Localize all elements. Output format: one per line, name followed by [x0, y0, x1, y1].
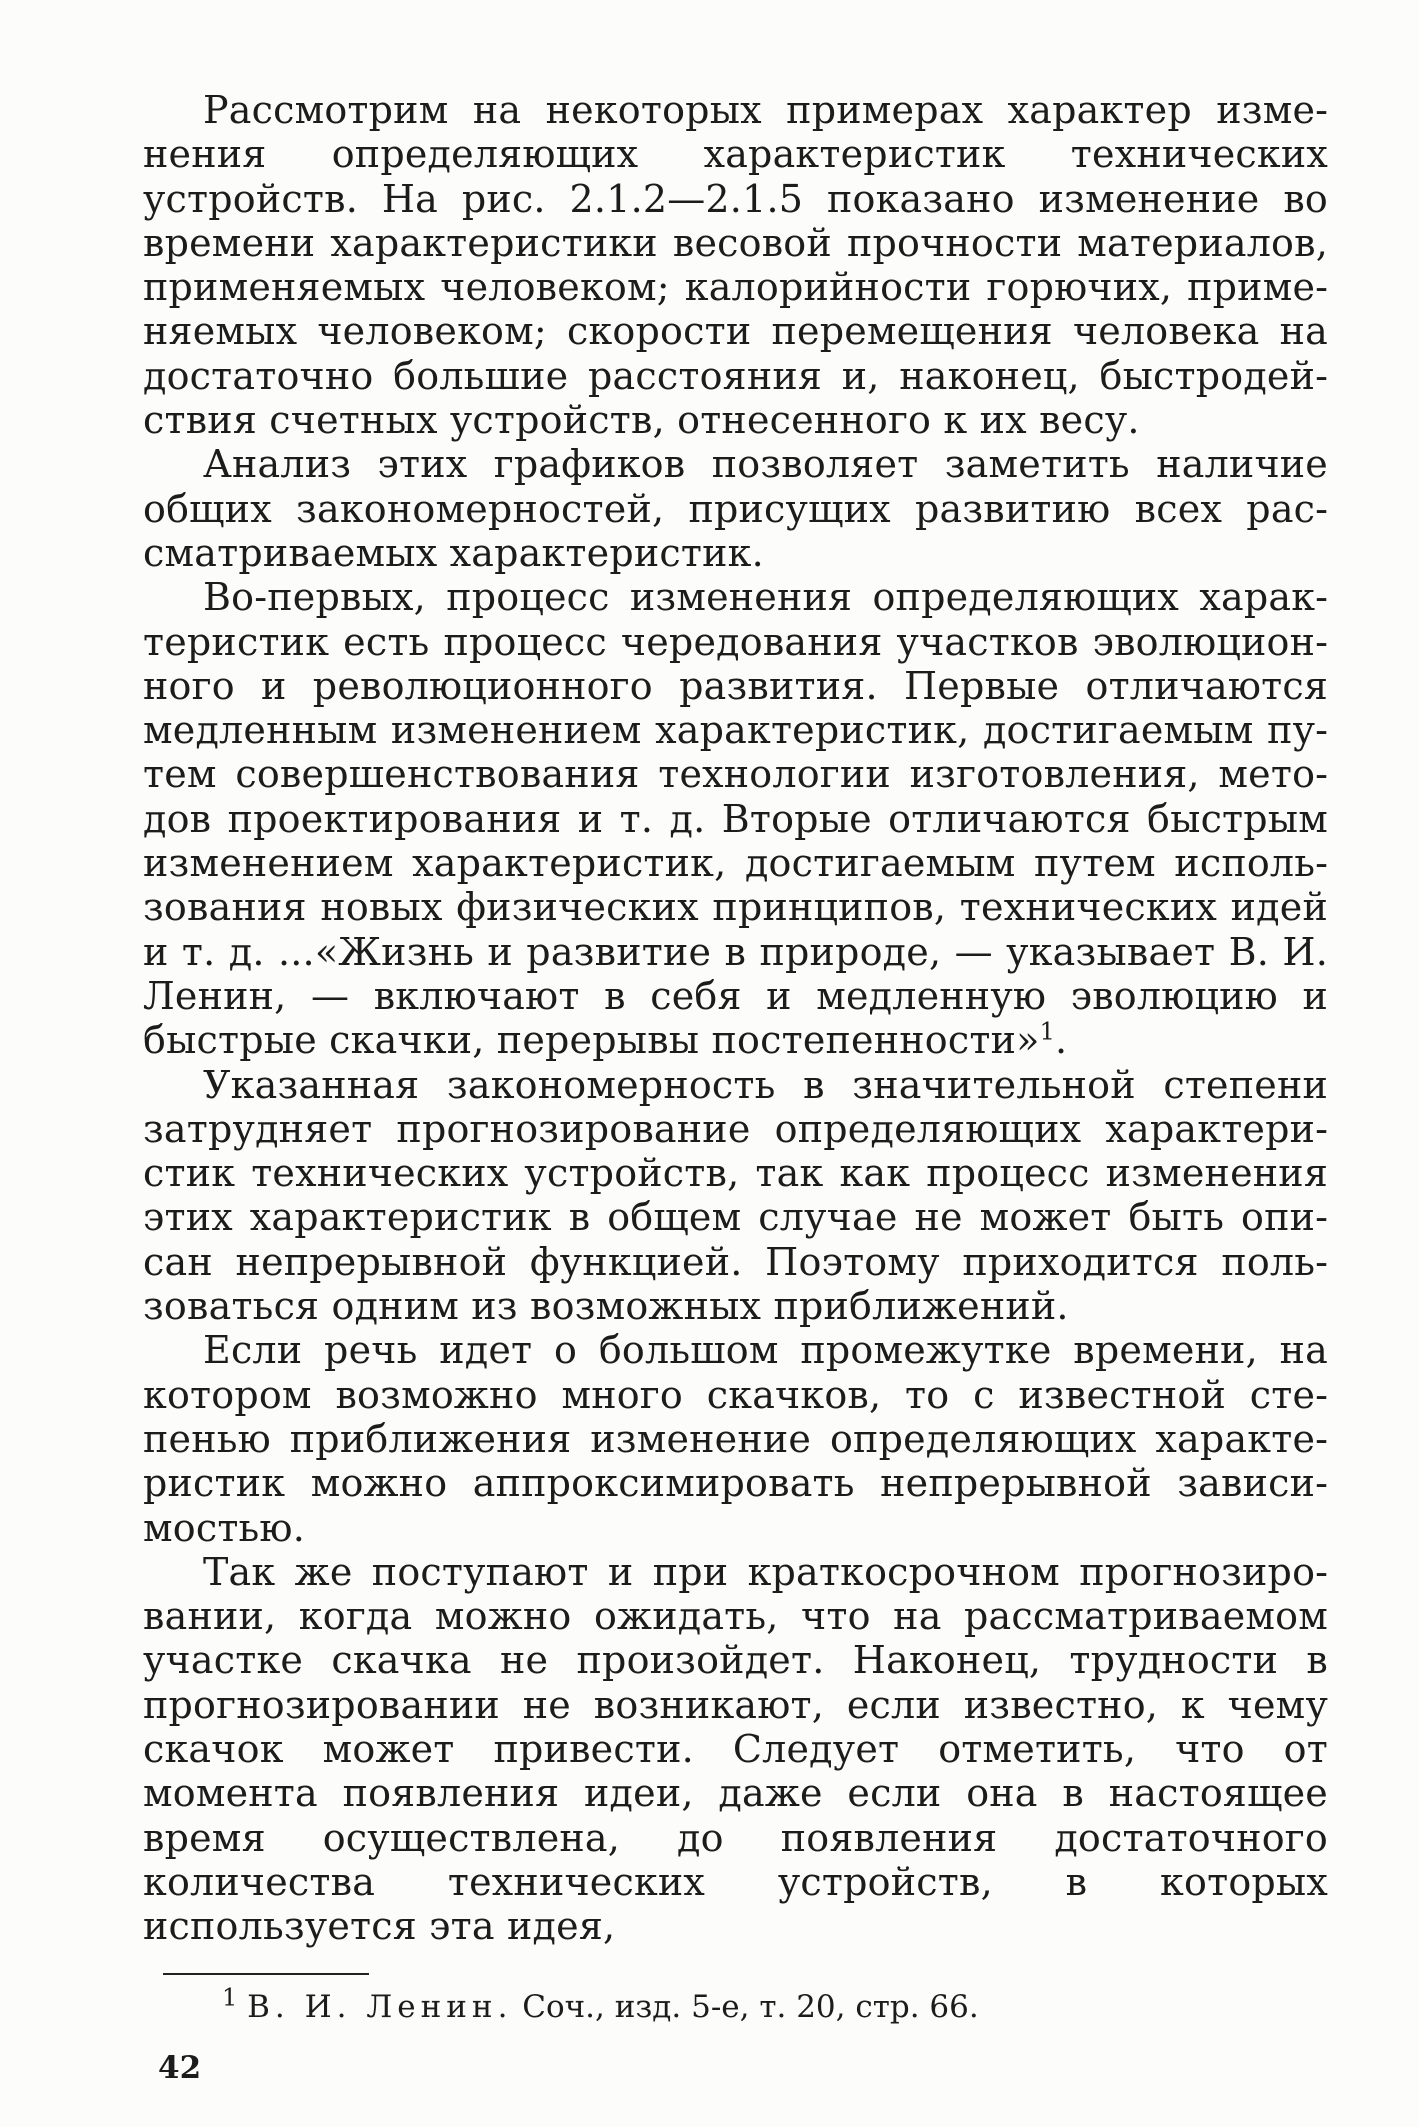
footnote-reference: 1: [1039, 1017, 1056, 1046]
paragraph-text: Во-первых, процесс изменения определяющих характеристик есть процесс чередования участков эволюционного и революционного развития. Первые отличаются медленным изменением характеристик, достигаемым путем совершенствования технологии изготовления, методов проектирования и т. д. Вторые отличаются быстрым изменением характеристик, достигаемым путем использования новых физических принципов, технических идей и т. д. ...«Жизнь и развитие в природе, — указывает В. И. Ленин, — включают в себя и медленную эволюцию и быстрые скачки, перерывы постепенности»: [143, 575, 1328, 1063]
footnote-author: В. И. Ленин.: [247, 1989, 513, 2025]
paragraph: Указанная закономерность в значительной степени затрудняет прогнозирование определяющих характеристик технических устройств, так как процесс изменения этих характеристик в общем случае не может быть описан непрерывной функцией. Поэтому приходится пользоваться одним из возможных приближений.: [143, 1062, 1328, 1329]
paragraph: [143, 575, 1328, 1062]
paragraph: Если речь идет о большом промежутке времени, на котором возможно много скачков, то с известной степенью приближения изменение определяющих характеристик можно аппроксимировать непрерывной зависимостью.: [143, 1328, 1328, 1550]
paragraph: Анализ этих графиков позволяет заметить наличие общих закономерностей, присущих развитию всех рассматриваемых характеристик.: [143, 442, 1328, 575]
paragraph-end-punctuation: .: [1055, 1018, 1068, 1063]
paragraph: Рассмотрим на некоторых примерах характер изменения определяющих характеристик технических устройств. На рис. 2.1.2—2.1.5 показано изменение во времени характеристики весовой прочности материалов, применяемых человеком; калорийности горючих, применяемых человеком; скорости перемещения человека на достаточно большие расстояния и, наконец, быстродействия счетных устройств, отнесенного к их весу.: [143, 88, 1328, 443]
main-text: [143, 88, 1328, 1948]
footnote: [222, 1983, 1122, 2026]
footnote-number: 1: [222, 1983, 238, 2012]
page-number: 42: [158, 2050, 202, 2086]
footnote-divider: [163, 1973, 369, 1975]
paragraph: Так же поступают и при краткосрочном прогнозировании, когда можно ожидать, что на рассматриваемом участке скачка не произойдет. Наконец, трудности в прогнозировании не возникают, если известно, к чему скачок может привести. Следует отметить, что от момента появления идеи, даже если она в настоящее время осуществлена, до появления достаточного количества технических устройств, в которых используется эта идея,: [143, 1549, 1328, 1949]
footnote-citation: Соч., изд. 5-е, т. 20, стр. 66.: [522, 1989, 979, 2025]
